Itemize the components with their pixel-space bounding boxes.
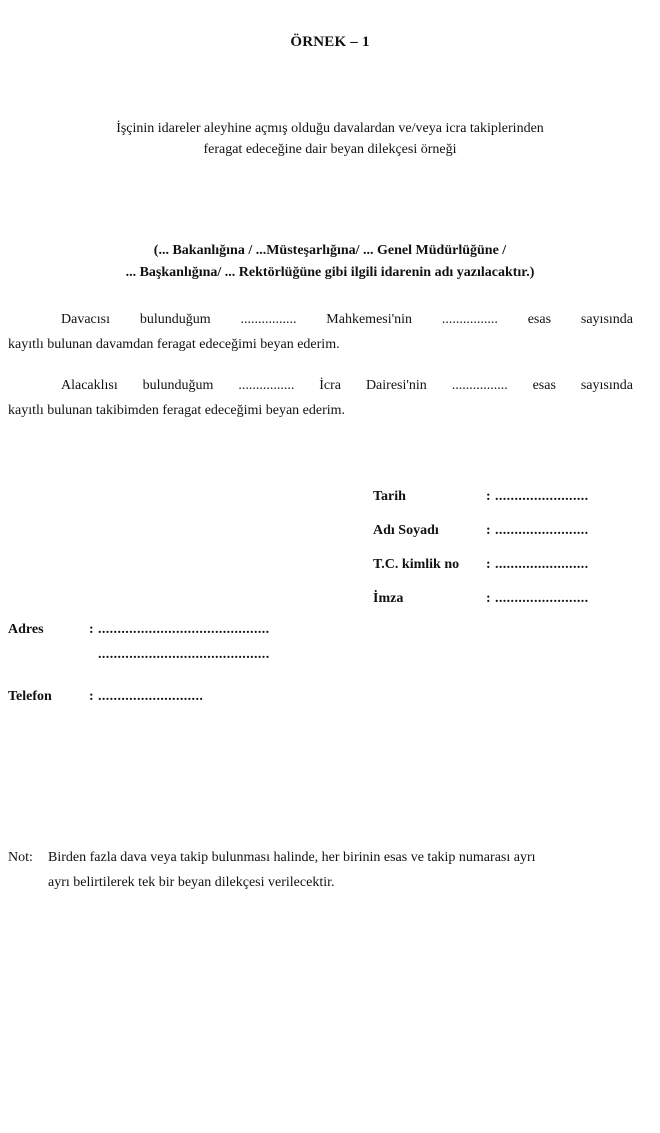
- id-number-field: : ........................: [486, 557, 589, 572]
- document-title: ÖRNEK – 1: [290, 34, 370, 50]
- enforcement-paragraph-line-2: kayıtlı bulunan takibimden feragat edeceğimi beyan ederim.: [8, 403, 346, 418]
- phone-label: Telefon: [8, 689, 52, 704]
- court-name-blank: ................: [240, 312, 297, 327]
- word: sayısında: [580, 312, 633, 327]
- office-name-blank: ................: [238, 378, 295, 393]
- enforcement-paragraph: [8, 373, 633, 423]
- footnote-text-1: Birden fazla dava veya takip bulunması halinde, her birinin esas ve takip numarası ayrı: [48, 850, 536, 865]
- lawsuit-paragraph-line-1: [8, 307, 633, 332]
- footnote-line-2: ayrı belirtilerek tek bir beyan dilekçesi verilecektir.: [48, 875, 335, 890]
- address-field-line-1: : ............................................: [89, 622, 270, 637]
- word: İcra: [319, 378, 342, 393]
- signature-label: İmza: [373, 591, 404, 606]
- document-subtitle: [40, 118, 620, 160]
- name-surname-label: Adı Soyadı: [373, 523, 439, 538]
- word: bulunduğum: [142, 378, 214, 393]
- signature-field: : ........................: [486, 591, 589, 606]
- id-number-label: T.C. kimlik no: [373, 557, 460, 572]
- address-field-line-2: ............................................: [98, 647, 270, 662]
- word: Alacaklısı: [61, 378, 118, 393]
- file-number-blank: ................: [451, 378, 508, 393]
- case-number-blank: ................: [441, 312, 498, 327]
- name-surname-field: : ........................: [486, 523, 589, 538]
- date-label: Tarih: [373, 489, 406, 504]
- word: bulunduğum: [139, 312, 211, 327]
- enforcement-paragraph-line-1: [8, 373, 633, 398]
- subtitle-line-1: İşçinin idareler aleyhine açmış olduğu davalardan ve/veya icra takiplerinden: [116, 121, 544, 136]
- date-field: : ........................: [486, 489, 589, 504]
- footnote: [8, 845, 638, 895]
- address-label: Adres: [8, 622, 44, 637]
- subtitle-line-2: feragat edeceğine dair beyan dilekçesi örneği: [203, 142, 457, 157]
- recipient-block: [20, 240, 640, 284]
- recipient-line-1: (... Bakanlığına / ...Müsteşarlığına/ ... Genel Müdürlüğüne /: [153, 243, 507, 258]
- word: sayısında: [580, 378, 633, 393]
- word: esas: [527, 312, 552, 327]
- word: esas: [532, 378, 556, 393]
- lawsuit-paragraph: [8, 307, 633, 357]
- phone-field: : ...........................: [89, 689, 204, 704]
- word: Mahkemesi'nin: [326, 312, 413, 327]
- lawsuit-paragraph-line-2: kayıtlı bulunan davamdan feragat edeceğimi beyan ederim.: [8, 337, 340, 352]
- word: Davacısı: [61, 312, 110, 327]
- footnote-label: Not:: [8, 850, 33, 865]
- recipient-line-2: ... Başkanlığına/ ... Rektörlüğüne gibi ilgili idarenin adı yazılacaktır.): [125, 265, 535, 280]
- footnote-line-1: [8, 845, 638, 870]
- word: Dairesi'nin: [365, 378, 427, 393]
